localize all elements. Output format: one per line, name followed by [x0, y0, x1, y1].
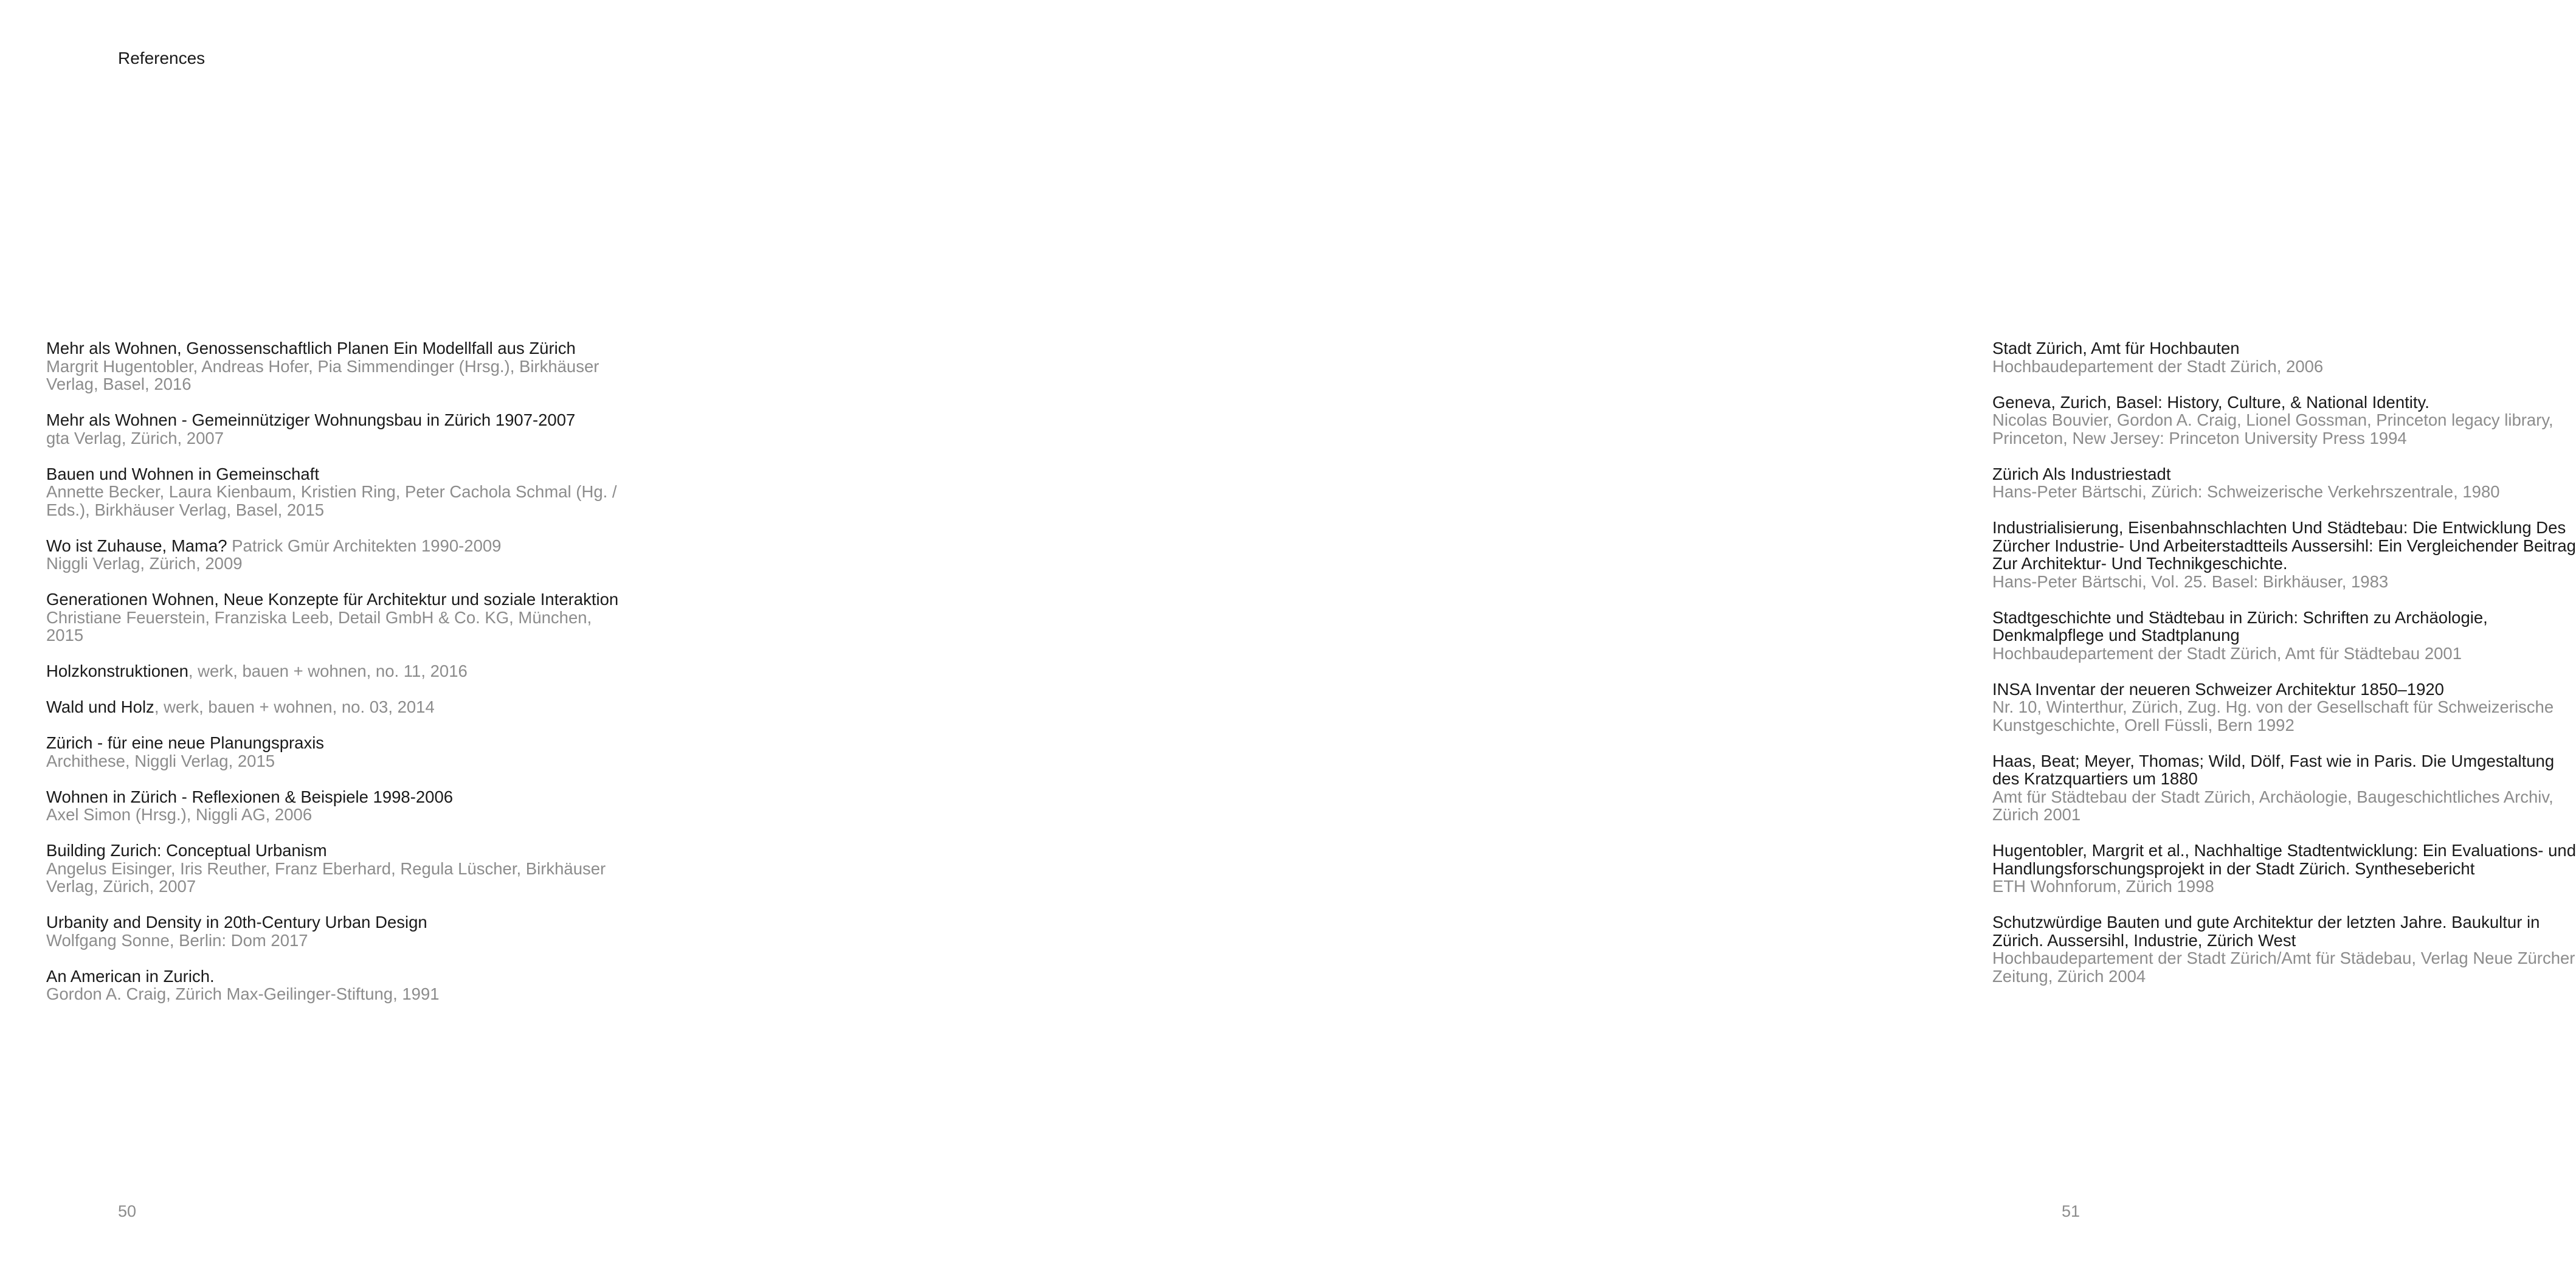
reference-title: Schutzwürdige Bauten und gute Architektur der letzten Jahre. Baukultur in Zürich. Aussersihl, Industrie, Zürich West [1992, 913, 2540, 950]
reference-title: Bauen und Wohnen in Gemeinschaft [46, 464, 319, 483]
reference-title: Stadt Zürich, Amt für Hochbauten [1992, 339, 2240, 358]
reference-title: Wald und Holz [46, 697, 154, 716]
reference-entry [46, 698, 630, 716]
reference-entry [46, 465, 630, 519]
reference-publication: Niggli Verlag, Zürich, 2009 [46, 554, 243, 573]
reference-entry [1992, 339, 2576, 375]
reference-title: Urbanity and Density in 20th-Century Urban Design [46, 913, 427, 932]
reference-title: Geneva, Zurich, Basel: History, Culture, & National Identity. [1992, 392, 2429, 412]
reference-list-left [46, 339, 630, 1021]
reference-entry [46, 590, 630, 645]
reference-entry [46, 411, 630, 447]
reference-title: Hugentobler, Margrit et al., Nachhaltige Stadtentwicklung: Ein Evaluations- und Handlungsforschungsprojekt in der Stadt Zürich. Synthesebericht [1992, 841, 2576, 878]
reference-publication: Hochbaudepartement der Stadt Zürich/Amt für Städebau, Verlag Neue Zürcher Zeitung, Zürich 2004 [1992, 949, 2575, 986]
reference-title: Zürich - für eine neue Planungspraxis [46, 733, 325, 752]
page-number-left: 50 [118, 1202, 137, 1220]
reference-publication: Gordon A. Craig, Zürich Max-Geilinger-Stiftung, 1991 [46, 984, 440, 1003]
reference-entry [46, 662, 630, 680]
reference-entry [1992, 393, 2576, 448]
right-page [958, 0, 2576, 1269]
reference-publication: Angelus Eisinger, Iris Reuther, Franz Eberhard, Regula Lüscher, Birkhäuser Verlag, Zürich, 2007 [46, 859, 606, 896]
reference-title: Generationen Wohnen, Neue Konzepte für Architektur und soziale Interaktion [46, 590, 619, 609]
left-page [0, 0, 958, 1269]
reference-entry [1992, 609, 2576, 663]
reference-title-tail: , werk, bauen + wohnen, no. 11, 2016 [188, 662, 468, 680]
reference-entry [46, 842, 630, 896]
reference-entry [1992, 519, 2576, 590]
reference-title: Mehr als Wohnen, Genossenschaftlich Planen Ein Modellfall aus Zürich [46, 339, 576, 358]
reference-publication: Margrit Hugentobler, Andreas Hofer, Pia Simmendinger (Hrsg.), Birkhäuser Verlag, Basel, 2016 [46, 356, 599, 393]
section-title: References [118, 49, 205, 67]
reference-publication: Nr. 10, Winterthur, Zürich, Zug. Hg. von der Gesellschaft für Schweizerische Kunstgeschichte, Orell Füssli, Bern 1992 [1992, 697, 2554, 735]
reference-entry [46, 788, 630, 824]
reference-title: Wo ist Zuhause, Mama? [46, 536, 227, 555]
reference-publication: Wolfgang Sonne, Berlin: Dom 2017 [46, 930, 308, 950]
reference-title: INSA Inventar der neueren Schweizer Architektur 1850–1920 [1992, 679, 2444, 699]
reference-entry [1992, 752, 2576, 824]
reference-entry [1992, 842, 2576, 896]
reference-entry [1992, 680, 2576, 735]
reference-publication: Annette Becker, Laura Kienbaum, Kristien Ring, Peter Cachola Schmal (Hg. / Eds.), Birkhäuser Verlag, Basel, 2015 [46, 482, 617, 519]
reference-entry [46, 537, 630, 573]
reference-title-tail: , werk, bauen + wohnen, no. 03, 2014 [154, 697, 435, 716]
reference-list-right [1992, 339, 2576, 1003]
reference-title: Stadtgeschichte und Städtebau in Zürich: Schriften zu Archäologie, Denkmalpflege und Stadtplanung [1992, 607, 2488, 645]
reference-title: Haas, Beat; Meyer, Thomas; Wild, Dölf, Fast wie in Paris. Die Umgestaltung des Kratzquartiers um 1880 [1992, 751, 2555, 788]
reference-publication: gta Verlag, Zürich, 2007 [46, 428, 224, 448]
reference-publication: Nicolas Bouvier, Gordon A. Craig, Lionel Gossman, Princeton legacy library, Princeton, New Jersey: Princeton University Press 1994 [1992, 410, 2554, 448]
reference-title: Industrialisierung, Eisenbahnschlachten Und Städtebau: Die Entwicklung Des Zürcher Industrie- Und Arbeiterstadtteils Aussersihl: Ein Vergleichender Beitrag Zur Architektur- Und Technikgeschichte. [1992, 518, 2576, 573]
reference-entry [46, 339, 630, 393]
reference-entry [46, 967, 630, 1003]
reference-publication: ETH Wohnforum, Zürich 1998 [1992, 877, 2214, 896]
reference-title-tail: Patrick Gmür Architekten 1990-2009 [227, 536, 502, 555]
reference-title: Holzkonstruktionen [46, 662, 188, 680]
reference-title: Wohnen in Zürich - Reflexionen & Beispiele 1998-2006 [46, 787, 454, 806]
reference-publication: Archithese, Niggli Verlag, 2015 [46, 751, 275, 770]
page-number-right: 51 [2062, 1202, 2080, 1220]
reference-publication: Hans-Peter Bärtschi, Zürich: Schweizerische Verkehrszentrale, 1980 [1992, 482, 2500, 501]
reference-title: Mehr als Wohnen - Gemeinnütziger Wohnungsbau in Zürich 1907-2007 [46, 410, 576, 429]
reference-publication: Amt für Städtebau der Stadt Zürich, Archäologie, Baugeschichtliches Archiv, Zürich 2001 [1992, 787, 2554, 824]
reference-publication: Christiane Feuerstein, Franziska Leeb, Detail GmbH & Co. KG, München, 2015 [46, 607, 592, 645]
reference-publication: Axel Simon (Hrsg.), Niggli AG, 2006 [46, 805, 313, 824]
reference-title: Zürich Als Industriestadt [1992, 464, 2171, 483]
reference-entry [1992, 913, 2576, 985]
reference-publication: Hochbaudepartement der Stadt Zürich, Amt für Städtebau 2001 [1992, 643, 2462, 663]
reference-publication: Hochbaudepartement der Stadt Zürich, 2006 [1992, 356, 2324, 376]
reference-entry [1992, 465, 2576, 501]
reference-entry [46, 913, 630, 949]
reference-title: Building Zurich: Conceptual Urbanism [46, 841, 327, 860]
reference-title: An American in Zurich. [46, 966, 215, 986]
reference-entry [46, 734, 630, 770]
reference-publication: Hans-Peter Bärtschi, Vol. 25. Basel: Birkhäuser, 1983 [1992, 572, 2389, 591]
